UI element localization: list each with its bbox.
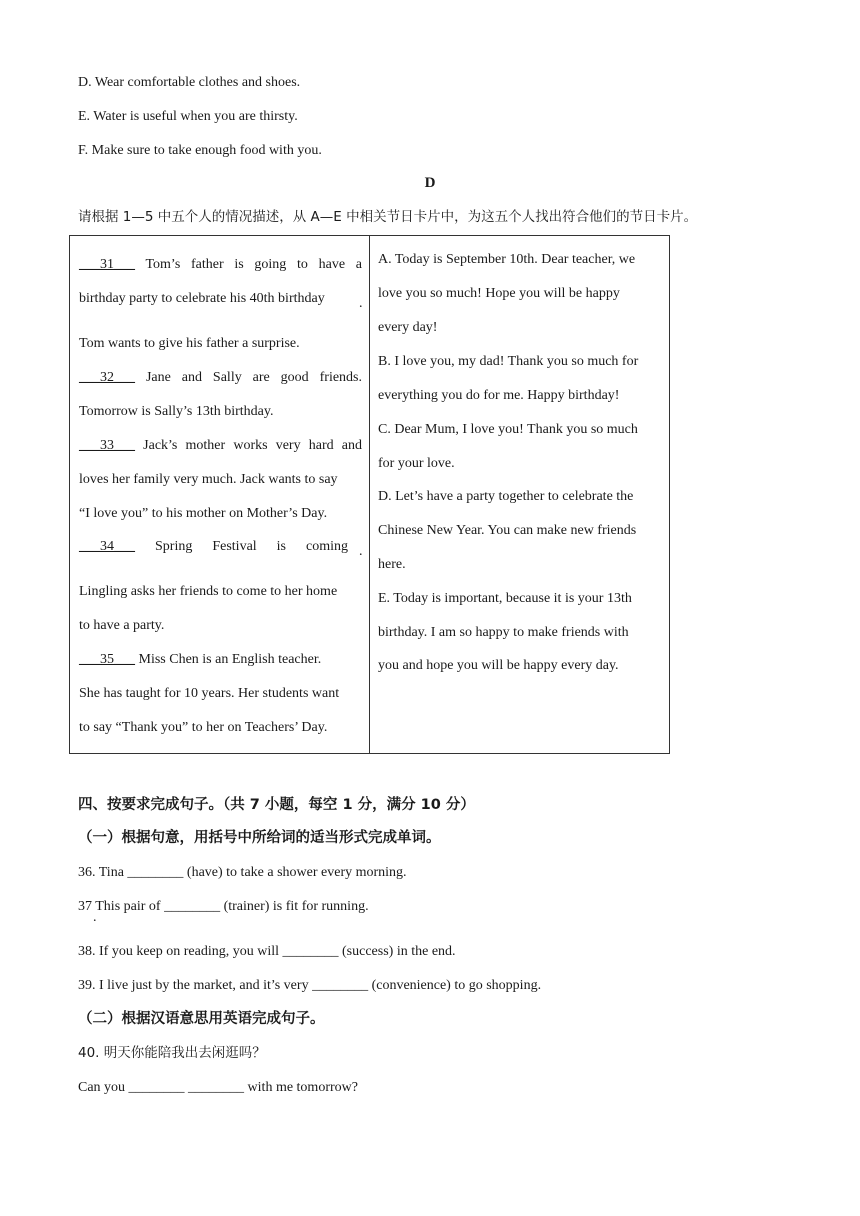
card-e-line1: E. Today is important, because it is your 13th xyxy=(378,591,632,606)
card-a-line2: love you so much! Hope you will be happy xyxy=(378,286,620,301)
person-33-line3: “I love you” to his mother on Mother’s Day. xyxy=(79,506,328,521)
question-38: 38. If you keep on reading, you will ________ (success) in the end. xyxy=(78,944,456,959)
card-b-line2: everything you do for me. Happy birthday! xyxy=(378,388,620,403)
person-31-line2: birthday party to celebrate his 40th birthday xyxy=(79,291,325,306)
question-39: 39. I live just by the market, and it’s very ________ (convenience) to go shopping. xyxy=(78,978,542,993)
option-e: E. Water is useful when you are thirsty. xyxy=(78,109,298,124)
blank-31[interactable]: ___31___ xyxy=(79,257,135,272)
card-b-line1: B. I love you, my dad! Thank you so much for xyxy=(378,354,639,369)
stray-dot: . xyxy=(93,910,97,925)
card-a-line1: A. Today is September 10th. Dear teacher, we xyxy=(378,252,636,267)
card-a-line3: every day! xyxy=(378,320,438,335)
card-d-line1: D. Let’s have a party together to celebrate the xyxy=(378,489,634,504)
blank-33[interactable]: ___33___ xyxy=(79,438,135,453)
person-34-line1: ___34___ Spring Festival is coming xyxy=(79,539,348,554)
part4-sub1: （一）根据句意，用括号中所给词的适当形式完成单词。 xyxy=(78,830,441,846)
person-31-line3: Tom wants to give his father a surprise. xyxy=(79,336,300,351)
person-32-line1: ___32___ Jane and Sally are good friends. xyxy=(79,370,363,385)
people-column xyxy=(70,236,370,754)
person-33-line1: ___33___ Jack’s mother works very hard and xyxy=(79,438,362,453)
stray-dot: . xyxy=(359,296,363,311)
stray-dot: . xyxy=(359,544,363,559)
question-37: 37 This pair of ________ (trainer) is fit for running. xyxy=(78,899,369,914)
part4-sub2: （二）根据汉语意思用英语完成句子。 xyxy=(78,1011,325,1027)
section-letter: D xyxy=(424,175,436,191)
person-34-line3: to have a party. xyxy=(79,618,165,633)
option-d: D. Wear comfortable clothes and shoes. xyxy=(78,75,301,90)
card-d-line3: here. xyxy=(378,557,406,572)
holiday-cards xyxy=(370,236,669,753)
option-f: F. Make sure to take enough food with you. xyxy=(78,143,322,158)
blank-34[interactable]: ___34___ xyxy=(79,539,135,554)
person-32-line2: Tomorrow is Sally’s 13th birthday. xyxy=(79,404,274,419)
person-31-line1: ___31___ Tom’s father is going to have a xyxy=(79,257,362,272)
question-36: 36. Tina ________ (have) to take a shower every morning. xyxy=(78,865,407,880)
cards-column xyxy=(370,236,670,754)
card-e-line3: you and hope you will be happy every day. xyxy=(378,658,619,673)
section-instruction: 请根据 1—5 中五个人的情况描述，从 A—E 中相关节日卡片中，为这五个人找出符合他们的节日卡片。 xyxy=(78,209,698,225)
blank-32[interactable]: ___32___ xyxy=(79,370,135,385)
blank-35[interactable]: ___35___ xyxy=(79,652,135,667)
part4-title: 四、按要求完成句子。（共 7 小题，每空 1 分，满分 10 分） xyxy=(78,797,475,813)
card-c-line2: for your love. xyxy=(378,456,455,471)
person-35-line3: to say “Thank you” to her on Teachers’ Day. xyxy=(79,720,328,735)
person-35-line1: ___35___ Miss Chen is an English teacher. xyxy=(79,652,322,667)
person-35-line2: She has taught for 10 years. Her students want xyxy=(79,686,340,701)
question-40-english: Can you ________ ________ with me tomorrow? xyxy=(78,1080,358,1095)
question-40-chinese: 40. 明天你能陪我出去闲逛吗？ xyxy=(78,1045,266,1061)
card-d-line2: Chinese New Year. You can make new friends xyxy=(378,523,637,538)
person-34-line2: Lingling asks her friends to come to her home xyxy=(79,584,338,599)
matching-table xyxy=(69,235,670,754)
card-c-line1: C. Dear Mum, I love you! Thank you so much xyxy=(378,422,638,437)
card-e-line2: birthday. I am so happy to make friends with xyxy=(378,625,629,640)
person-33-line2: loves her family very much. Jack wants to say xyxy=(79,472,338,487)
